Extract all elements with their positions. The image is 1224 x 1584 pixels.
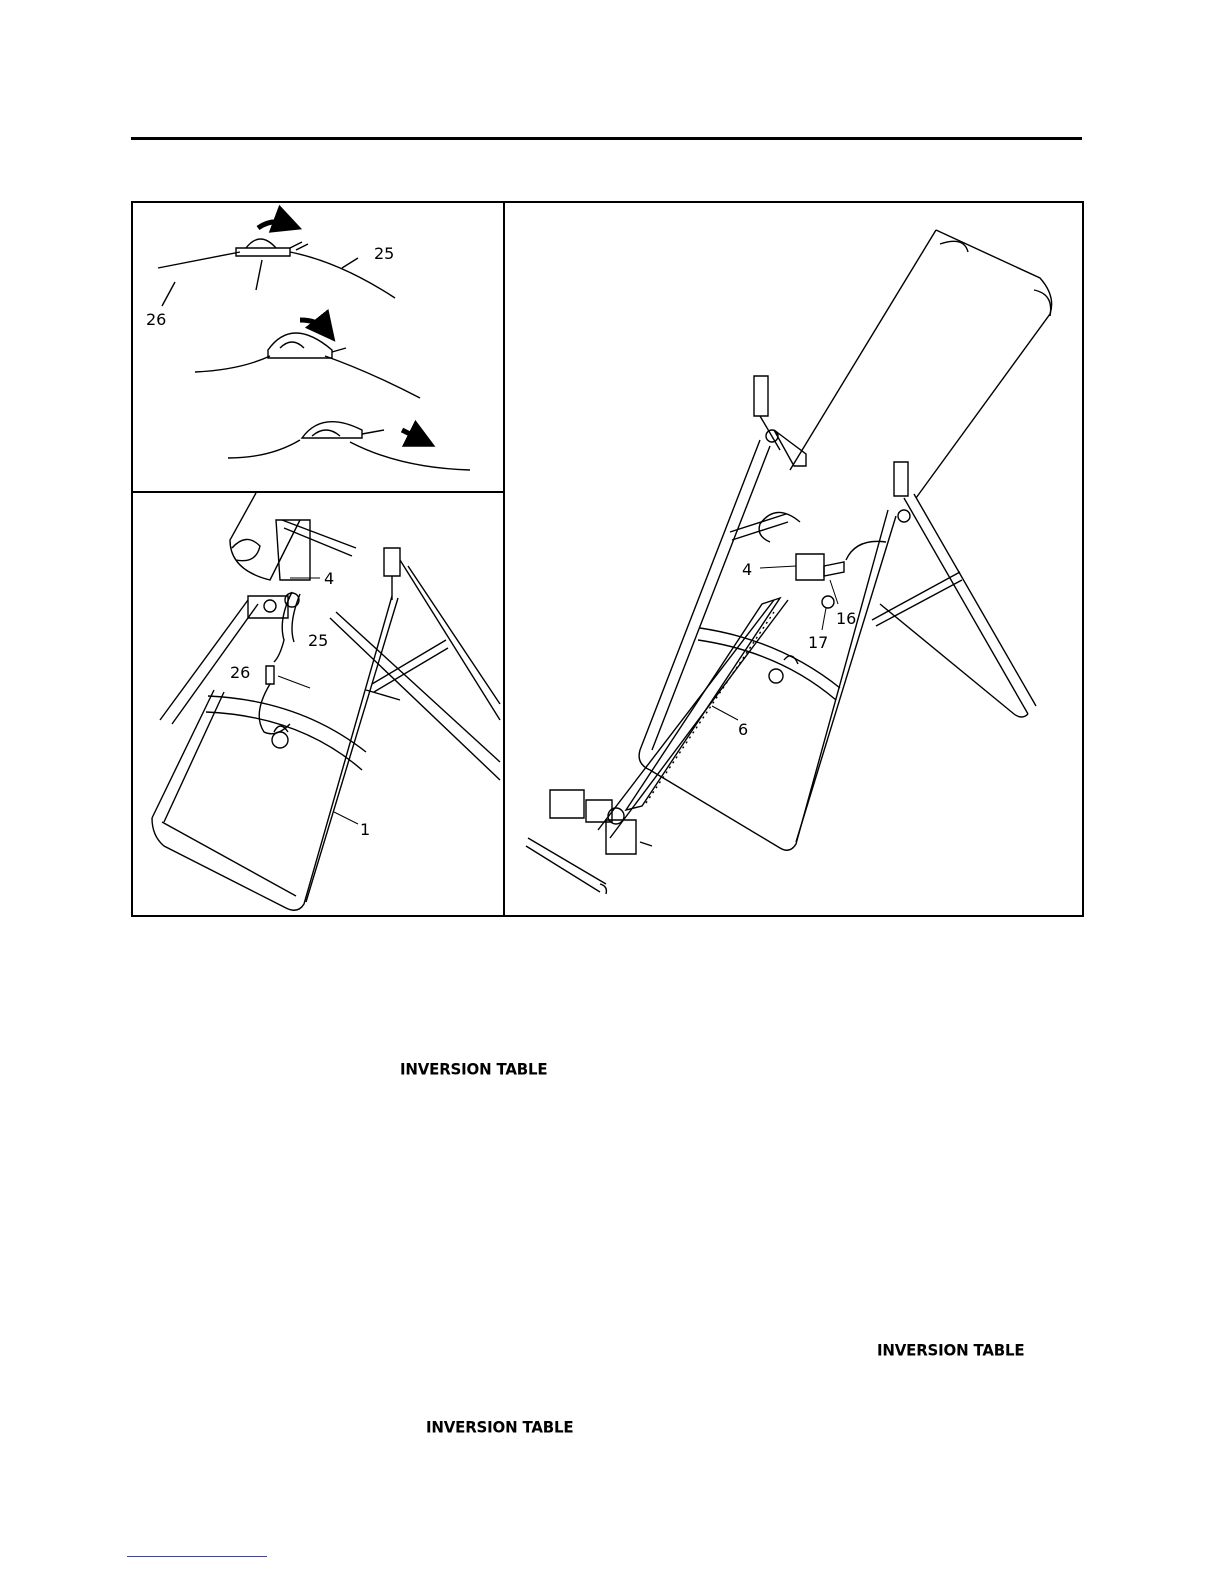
- brand-name: INVERSION TABLE: [877, 1340, 1025, 1360]
- callout-16: 16: [836, 609, 857, 628]
- strap-buckle-steps-illustration: [158, 222, 470, 470]
- strap-attached-frame-illustration: [152, 493, 500, 910]
- brand-name: INVERSION TABLE: [400, 1059, 548, 1079]
- callout-1: 1: [360, 820, 371, 839]
- callout-26: 26: [230, 663, 251, 682]
- callout-25: 25: [308, 631, 329, 650]
- callout-26: 26: [146, 310, 167, 329]
- callout-17: 17: [808, 633, 829, 652]
- footer-link-underline: [127, 1556, 267, 1557]
- brand-name: INVERSION TABLE: [426, 1417, 574, 1437]
- callout-6: 6: [738, 720, 749, 739]
- callout-25: 25: [374, 244, 395, 263]
- callout-4: 4: [742, 560, 753, 579]
- callout-4: 4: [324, 569, 335, 588]
- inversion-table-illustration: [526, 230, 1052, 894]
